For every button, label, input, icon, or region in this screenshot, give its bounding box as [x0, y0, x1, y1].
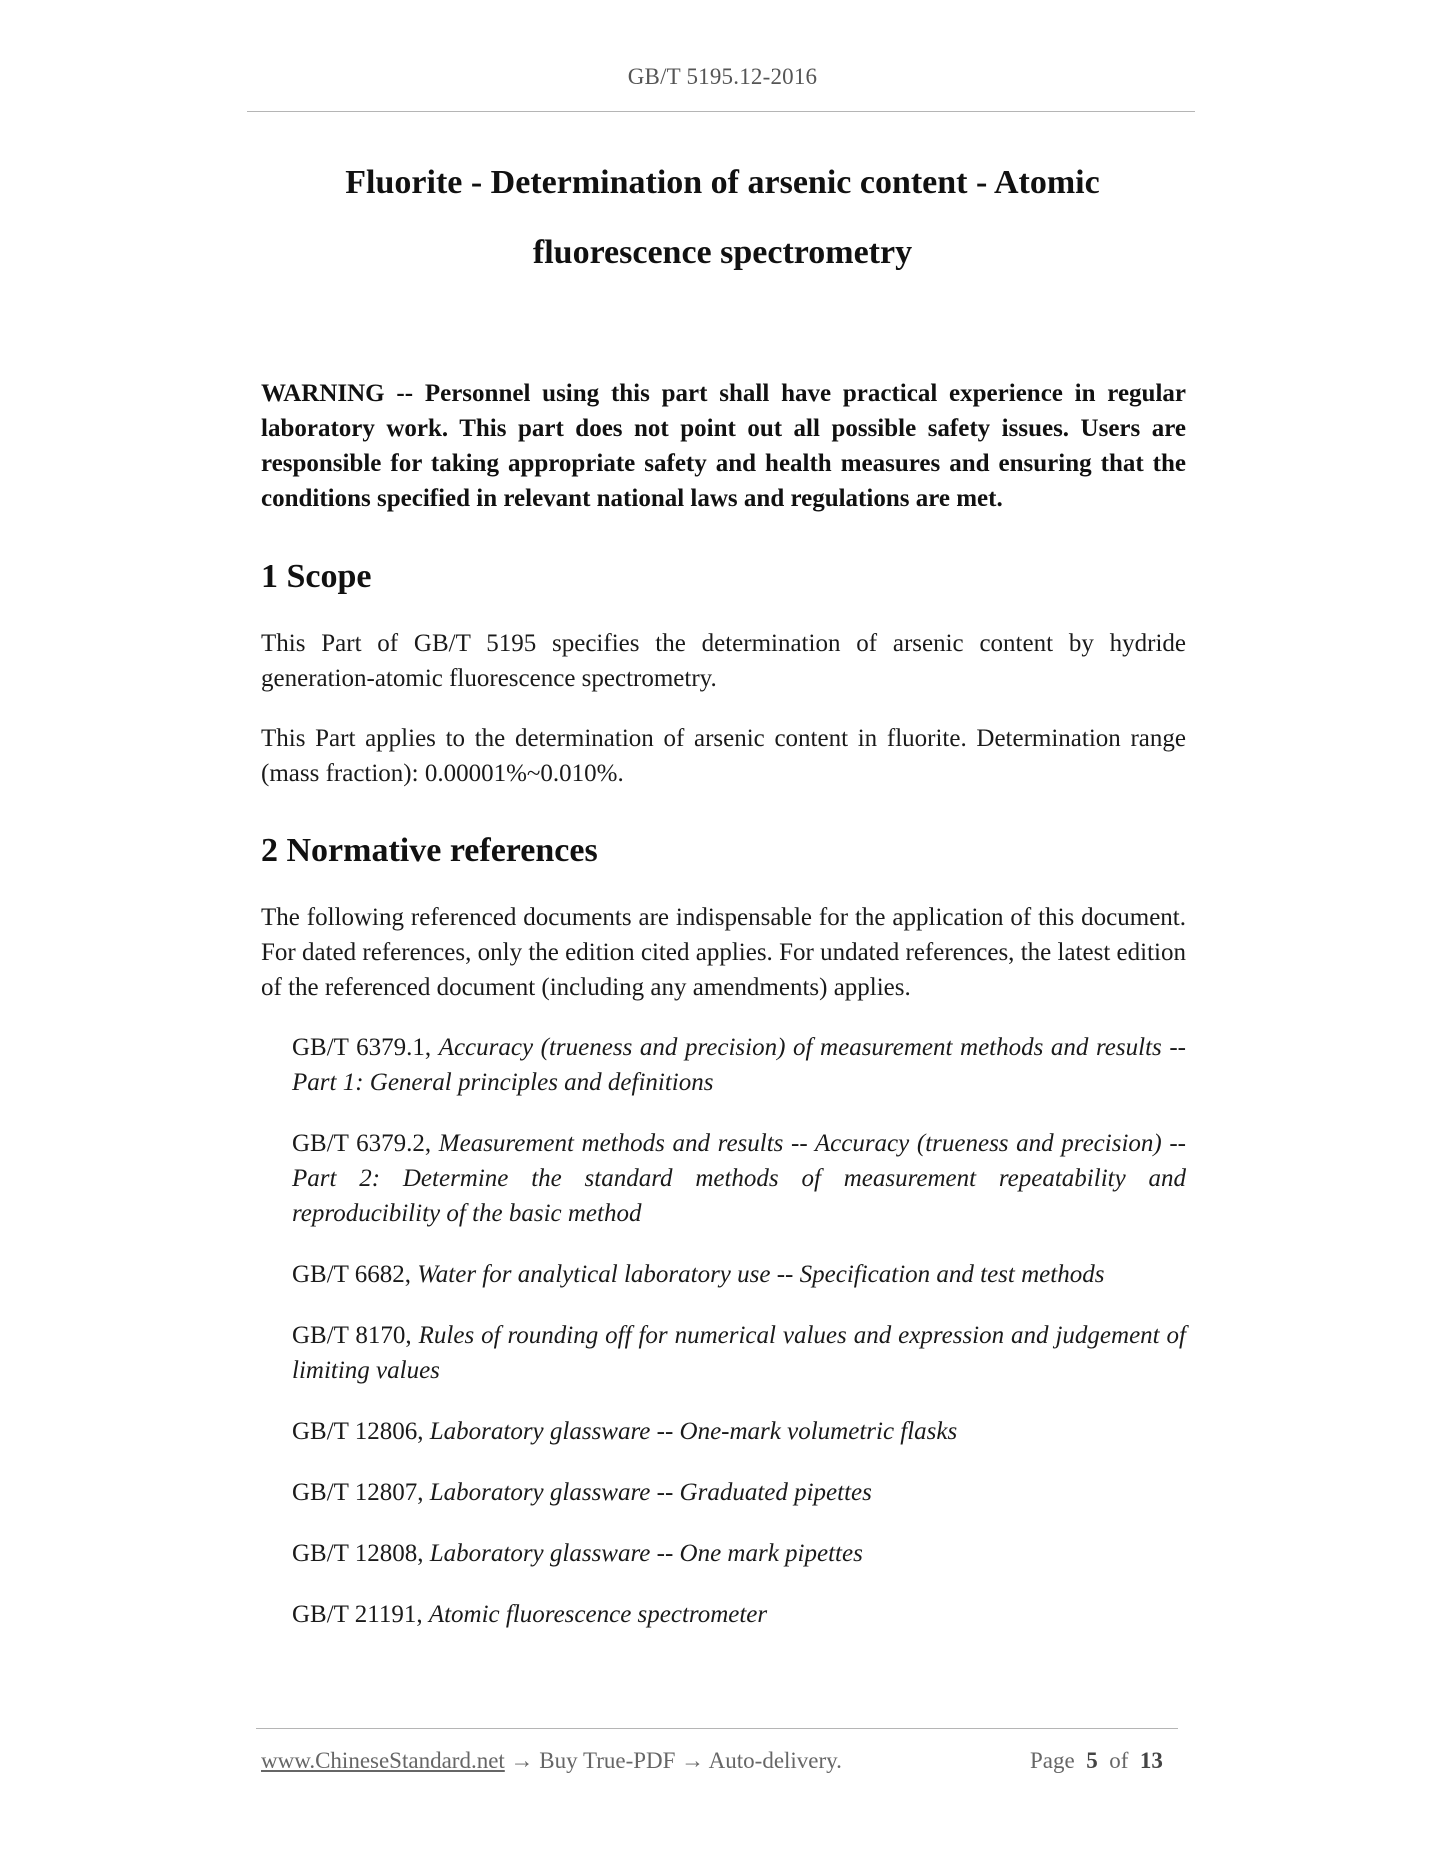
reference-code: GB/T 6379.2,	[292, 1130, 432, 1157]
footer-promo	[261, 1748, 842, 1774]
header-divider	[247, 111, 1195, 112]
section-heading-normative-references: 2 Normative references	[261, 832, 598, 869]
document-code-header: GB/T 5195.12-2016	[627, 64, 818, 89]
reference-list	[261, 1030, 1186, 1632]
warning-notice: WARNING -- Personnel using this part shall have practical experience in regular laboratory work. This part does not point out all possible safety issues. Users are responsible for taking appropriate safety and health measures and ensuring that the conditions specified in relevant national laws and regulations are met.	[261, 380, 1186, 512]
reference-title: Atomic fluorescence spectrometer	[428, 1601, 768, 1628]
document-title	[260, 148, 1185, 288]
section-heading-scope: 1 Scope	[261, 558, 372, 595]
reference-code: GB/T 21191,	[292, 1601, 423, 1628]
reference-title: Measurement methods and results -- Accuracy (trueness and precision) -- Part 2: Determine the standard methods of measurement repeatability and reproducibility of the basic method	[292, 1130, 1187, 1227]
reference-item	[292, 1475, 1186, 1510]
reference-code: GB/T 12807,	[292, 1479, 424, 1506]
reference-item	[292, 1030, 1186, 1100]
reference-code: GB/T 6682,	[292, 1261, 411, 1288]
reference-code: GB/T 6379.1,	[292, 1034, 432, 1061]
reference-item	[292, 1126, 1186, 1231]
page-label: Page	[1030, 1748, 1075, 1773]
page-indicator	[1030, 1748, 1163, 1774]
reference-code: GB/T 12808,	[292, 1540, 424, 1567]
reference-title: Accuracy (trueness and precision) of measurement methods and results -- Part 1: General principles and definitions	[292, 1034, 1186, 1096]
footer-divider	[256, 1728, 1178, 1729]
reference-title: Rules of rounding off for numerical values and expression and judgement of limiting values	[292, 1322, 1186, 1384]
normative-intro-paragraph: The following referenced documents are indispensable for the application of this document. For dated references, only the edition cited applies. For undated references, the latest edition of the referenced document (including any amendments) applies.	[261, 904, 1186, 1001]
scope-paragraph-2: This Part applies to the determination of arsenic content in fluorite. Determination range (mass fraction): 0.00001%~0.010%.	[261, 725, 1186, 787]
reference-title: Water for analytical laboratory use -- Specification and test methods	[417, 1261, 1105, 1288]
document-body	[261, 376, 1186, 1658]
reference-item	[292, 1414, 1186, 1449]
reference-item	[292, 1597, 1186, 1632]
total-pages-number: 13	[1139, 1748, 1163, 1773]
title-line-2: fluorescence spectrometry	[532, 234, 913, 271]
scope-paragraph-1: This Part of GB/T 5195 specifies the determination of arsenic content by hydride generation-atomic fluorescence spectrometry.	[261, 630, 1186, 692]
reference-item	[292, 1318, 1186, 1388]
reference-item	[292, 1257, 1186, 1292]
reference-code: GB/T 8170,	[292, 1322, 412, 1349]
reference-title: Laboratory glassware -- One mark pipettes	[429, 1540, 863, 1567]
footer-tagline: → Buy True-PDF → Auto-delivery.	[504, 1748, 842, 1773]
of-label: of	[1109, 1748, 1129, 1773]
reference-title: Laboratory glassware -- One-mark volumetric flasks	[429, 1418, 958, 1445]
reference-item	[292, 1536, 1186, 1571]
title-line-1: Fluorite - Determination of arsenic content - Atomic	[345, 164, 1100, 201]
current-page-number: 5	[1086, 1748, 1098, 1773]
reference-title: Laboratory glassware -- Graduated pipettes	[429, 1479, 872, 1506]
website-link[interactable]: www.ChineseStandard.net	[261, 1748, 505, 1773]
reference-code: GB/T 12806,	[292, 1418, 424, 1445]
